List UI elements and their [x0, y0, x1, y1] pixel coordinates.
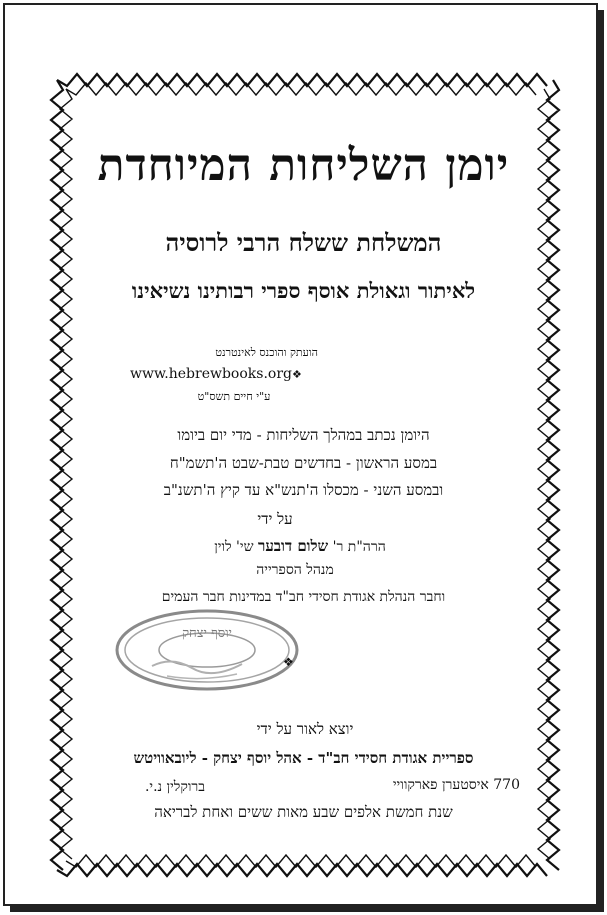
body-line-1: היומן נכתב במהלך השליחות - מדי יום ביומו — [177, 426, 430, 444]
author-role: מנהל הספרייה — [256, 562, 334, 578]
web-note-line-3: ע"י חיים תשס"ט — [197, 390, 271, 403]
border-zigzag-0 — [57, 74, 547, 86]
body-line-2: במסע הראשון - בחדשים טבת-שבט ה'תשמ"ח — [169, 454, 438, 472]
border-zigzag-6 — [60, 89, 72, 859]
subtitle-mission: המשלחת ששלח הרבי לרוסיה — [165, 228, 442, 257]
publisher-name: ספריית אגודת חסידי חב"ד - אהל יוסף יצחק - ליובאוויטש — [133, 749, 474, 767]
author-line — [140, 537, 460, 556]
body-line-3: ובמסע השני - מכסלו ה'תנש"א עד קיץ ה'תשנ"ב — [163, 481, 444, 499]
author-suffix: שי' לוין — [214, 539, 254, 555]
web-url-text: www.hebrewbooks.org — [130, 366, 292, 382]
page-title: יומן השליחות המיוחדת — [97, 140, 510, 191]
border-zigzag-1 — [57, 864, 547, 876]
subtitle-purpose: לאיתור וגאולת אוסף ספרי רבותינו נשיאינו — [131, 278, 476, 303]
stamp-text: יוסף יצחק — [182, 626, 232, 641]
border-zigzag-7 — [538, 89, 550, 859]
address-street: 770 איסטערן פארקוויי — [392, 777, 520, 793]
author-prefix: הרה"ת ר' — [332, 539, 386, 555]
web-note-line-1: הועתק והוכנס לאינטרנט — [215, 346, 318, 359]
web-note-url — [130, 366, 302, 382]
author-board: וחבר הנהלת אגודת חסידי חב"ד במדינות חבר העמים — [161, 589, 446, 605]
diamond-star-icon: ❖ — [291, 368, 302, 381]
publisher-intro: יוצא לאור על ידי — [256, 720, 354, 738]
year-line: שנת חמשת אלפים שבע מאות ששים ואחת לבריאה — [154, 803, 453, 821]
ornament-icon: ❖ — [283, 655, 294, 669]
library-stamp — [112, 606, 302, 694]
author-name: שלום דובער — [257, 537, 329, 555]
address-city: ברוקלין נ.י. — [144, 779, 206, 795]
by-label: על ידי — [257, 510, 293, 528]
